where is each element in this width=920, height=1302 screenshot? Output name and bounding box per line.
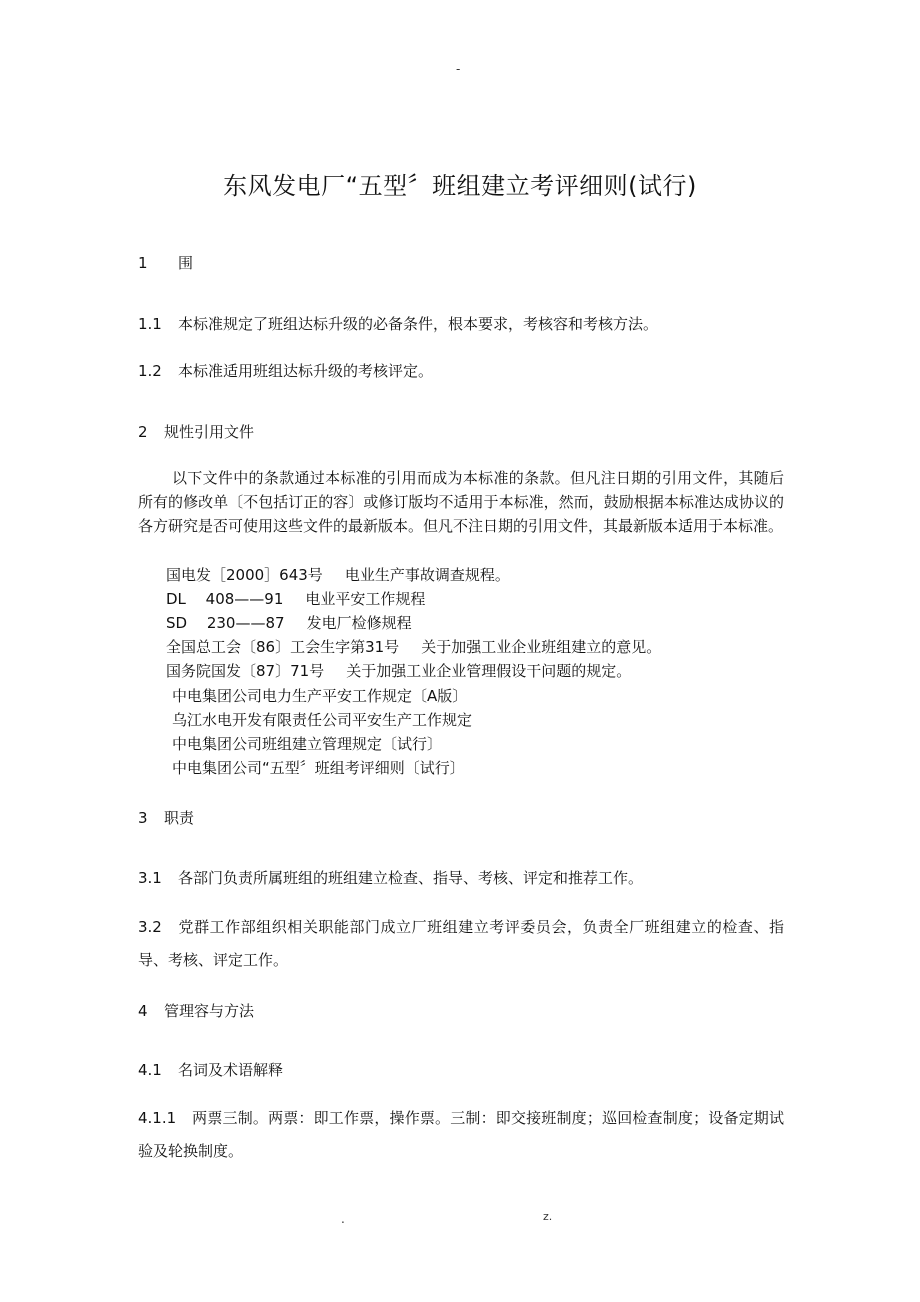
clause-1-2 [138, 359, 433, 383]
reference-code: DL 408——91 [166, 590, 284, 608]
reference-name: 电业平安工作规程 [305, 590, 426, 608]
reference-name: 发电厂检修规程 [306, 614, 412, 632]
clause-number: 1.1 [138, 315, 162, 333]
reference-item [166, 635, 661, 659]
clause-3-1 [138, 866, 643, 890]
reference-name: 中电集团公司电力生产平安工作规定〔A版〕 [172, 687, 468, 705]
clause-4-1-1 [138, 1102, 784, 1168]
footer-right-mark: z. [543, 1210, 553, 1223]
clause-number: 4.1.1 [138, 1109, 177, 1127]
document-title: 东风发电厂“五型〞班组建立考评细则(试行) [223, 172, 697, 200]
reference-name: 关于加强工业企业班组建立的意见。 [421, 638, 662, 656]
clause-number: 3.1 [138, 869, 162, 887]
reference-item [172, 684, 467, 708]
section-number: 1 [138, 254, 148, 272]
reference-name: 乌江水电开发有限责任公司平安生产工作规定 [172, 711, 473, 729]
clause-3-2 [138, 911, 784, 977]
section-1-heading [138, 251, 193, 275]
section-title: 规性引用文件 [164, 423, 255, 441]
reference-code: 国电发［2000］643号 [166, 566, 323, 584]
reference-code: 国务院国发〔87〕71号 [166, 662, 325, 680]
reference-code: 全国总工会〔86〕工会生字第31号 [166, 638, 400, 656]
section-title: 管理容与方法 [164, 1002, 255, 1020]
reference-item [166, 587, 425, 611]
clause-text: 本标准规定了班组达标升级的必备条件，根本要求，考核容和考核方法。 [178, 315, 659, 333]
reference-name: 中电集团公司班组建立管理规定〔试行〕 [172, 735, 443, 753]
reference-name: 中电集团公司“五型〞班组考评细则〔试行〕 [172, 759, 465, 777]
reference-name: 关于加强工业企业管理假设干问题的规定。 [346, 662, 632, 680]
footer-left-mark: . [341, 1212, 345, 1226]
section-3-heading [138, 806, 194, 830]
section-number: 3 [138, 809, 148, 827]
header-mark: - [456, 62, 461, 76]
reference-item [172, 732, 442, 756]
reference-code: SD 230——87 [166, 614, 285, 632]
reference-item [166, 611, 412, 635]
reference-item [166, 563, 510, 587]
clause-text: 各部门负责所属班组的班组建立检查、指导、考核、评定和推荐工作。 [178, 869, 644, 887]
clause-text: 两票三制。两票：即工作票，操作票。三制：即交接班制度；巡回检查制度；设备定期试验及轮换制度。 [138, 1109, 784, 1160]
section-title: 围 [178, 254, 194, 272]
clause-1-1 [138, 312, 658, 336]
clause-number: 3.2 [138, 918, 162, 936]
section-number: 4 [138, 1002, 148, 1020]
clause-text: 名词及术语解释 [178, 1061, 284, 1079]
clause-4-1 [138, 1058, 283, 1082]
section-4-heading [138, 999, 254, 1023]
reference-name: 电业生产事故调查规程。 [344, 566, 510, 584]
section-title: 职责 [164, 809, 195, 827]
clause-number: 1.2 [138, 362, 162, 380]
clause-text: 党群工作部组织相关职能部门成立厂班组建立考评委员会，负责全厂班组建立的检查、指导、考核、评定工作。 [138, 918, 784, 969]
reference-item [172, 756, 465, 780]
references-paragraph: 以下文件中的条款通过本标准的引用而成为本标准的条款。但凡注日期的引用文件，其随后所有的修改单〔不包括订正的容〕或修订版均不适用于本标准，然而，鼓励根据本标准达成协议的各方研究是否可使用这些文件的最新版本。但凡不注日期的引用文件，其最新版本适用于本标准。 [138, 469, 784, 535]
section-2-heading [138, 420, 254, 444]
section-number: 2 [138, 423, 148, 441]
clause-text: 本标准适用班组达标升级的考核评定。 [178, 362, 434, 380]
reference-item [166, 659, 631, 683]
clause-number: 4.1 [138, 1061, 162, 1079]
reference-item [172, 708, 472, 732]
